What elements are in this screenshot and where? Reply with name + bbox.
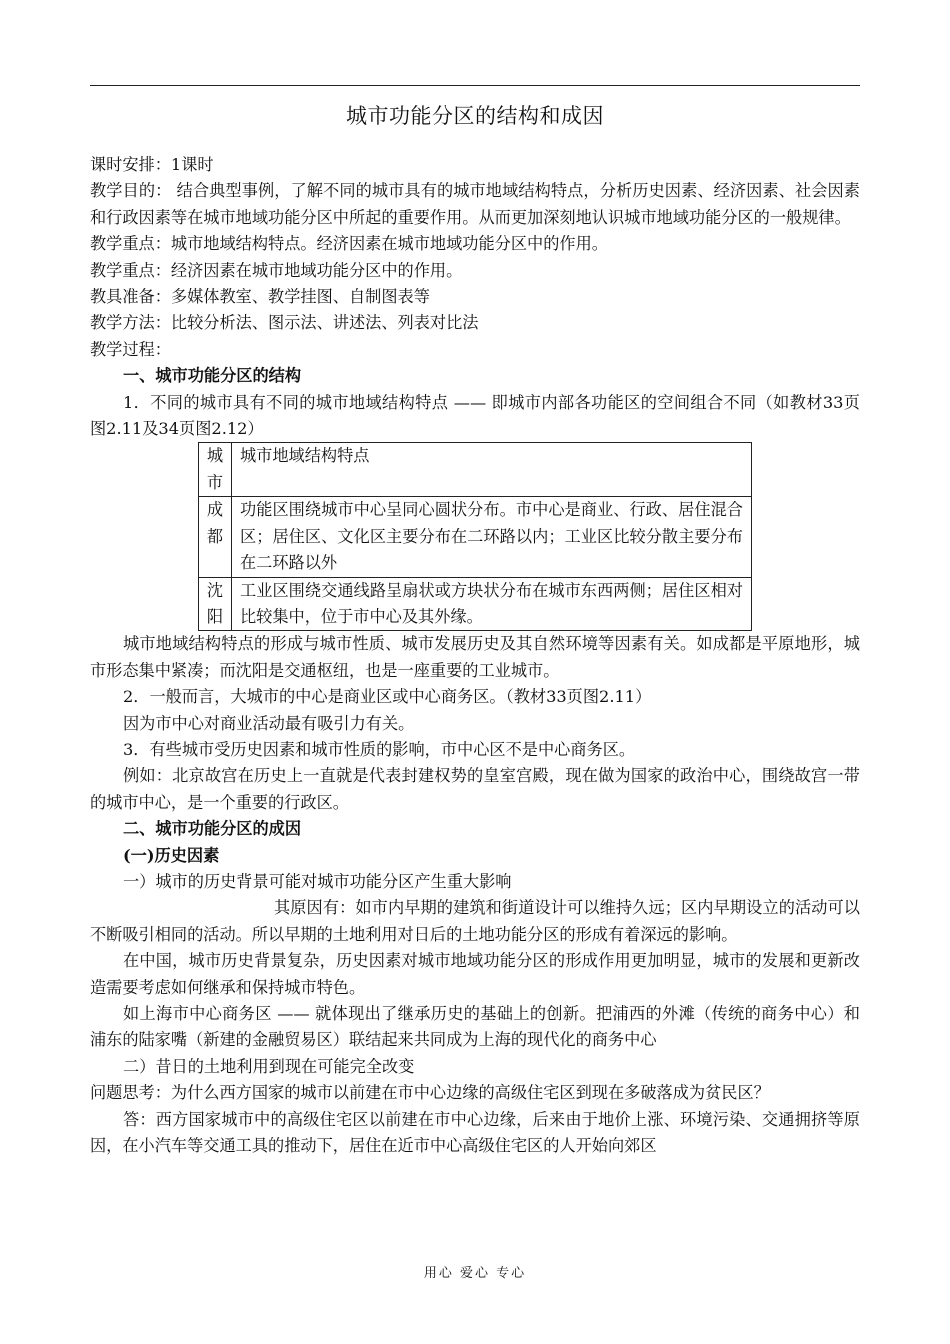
teaching-key-2: 教学重点：经济因素在城市地域功能分区中的作用。	[90, 260, 463, 280]
page-title: 城市功能分区的结构和成因	[346, 104, 604, 128]
history-reason: 其原因有：如市内早期的建筑和街道设计可以维持久远；区内早期设立的活动可以不断吸引相同的活动。所以早期的土地利用对日后的土地功能分区的形成有着深远的影响。	[90, 898, 860, 944]
shanghai-paragraph: 如上海市中心商务区 —— 就体现出了继承历史的基础上的创新。把浦西的外滩（传统的商务中心）和浦东的陆家嘴（新建的金融贸易区）联结起来共同成为上海的现代化的商务中心	[90, 1004, 860, 1050]
teaching-key-1: 教学重点：城市地域结构特点。经济因素在城市地域功能分区中的作用。	[90, 234, 608, 254]
teaching-process: 教学过程：	[90, 339, 171, 359]
point-2-reason: 因为市中心对商业活动最有吸引力有关。	[123, 713, 415, 733]
table-header-city: 城市	[199, 443, 232, 497]
table-header-feature: 城市地域结构特点	[232, 443, 752, 497]
teaching-aim: 教学目的： 结合典型事例，了解不同的城市具有的城市地域结构特点，分析历史因素、经济因素、社会因素和行政因素等在城市地域功能分区中所起的重要作用。从而更加深刻地认识城市地域功能分区的一般规律。	[90, 181, 860, 227]
subsection-heading-history: (一)历史因素	[123, 845, 220, 865]
section-heading-2: 二、城市功能分区的成因	[123, 819, 302, 839]
table-cell-feature: 功能区围绕城市中心呈同心圆状分布。市中心是商业、行政、居住混合区；居住区、文化区主要分布在二环路以内；工业区比较分散主要分布在二环路以外	[232, 497, 752, 577]
question-paragraph: 问题思考：为什么西方国家的城市以前建在市中心边缘的高级住宅区到现在多破落成为贫民区？	[90, 1083, 770, 1103]
teaching-tools: 教具准备：多媒体教室、教学挂图、自制图表等	[90, 287, 430, 307]
table-cell-city: 成都	[199, 497, 232, 577]
table-row	[199, 443, 752, 497]
page-footer: 用心 爱心 专心	[423, 1266, 527, 1281]
city-structure-table	[198, 442, 752, 631]
table-cell-feature: 工业区围绕交通线路呈扇状或方块状分布在城市东西两侧；居住区相对比较集中，位于市中心及其外缘。	[232, 577, 752, 631]
point-2: 2．一般而言，大城市的中心是商业区或中心商务区。（教材33页图2.11）	[123, 687, 652, 707]
history-point-1: 一）城市的历史背景可能对城市功能分区产生重大影响	[123, 871, 512, 891]
document-body	[90, 152, 860, 1159]
point-3: 3．有些城市受历史因素和城市性质的影响，市中心区不是中心商务区。	[123, 739, 636, 759]
answer-paragraph: 答：西方国家城市中的高级住宅区以前建在市中心边缘，后来由于地价上涨、环境污染、交通拥挤等原因，在小汽车等交通工具的推动下，居住在近市中心高级住宅区的人开始向郊区	[90, 1109, 860, 1156]
teaching-method: 教学方法：比较分析法、图示法、讲述法、列表对比法	[90, 313, 479, 333]
china-paragraph: 在中国，城市历史背景复杂，历史因素对城市地域功能分区的形成作用更加明显，城市的发展和更新改造需要考虑如何继承和保持城市特色。	[90, 951, 860, 997]
table-cell-city: 沈阳	[199, 577, 232, 631]
point-3-example: 例如：北京故宫在历史上一直就是代表封建权势的皇室宫殿，现在做为国家的政治中心，围绕故宫一带的城市中心，是一个重要的行政区。	[90, 766, 860, 812]
schedule-line: 课时安排：1课时	[90, 155, 214, 174]
point-1: 1．不同的城市具有不同的城市地域结构特点 —— 即城市内部各功能区的空间组合不同（如教材33页图2.11及34页图2.12）	[90, 392, 860, 439]
after-table-paragraph: 城市地域结构特点的形成与城市性质、城市发展历史及其自然环境等因素有关。如成都是平原地形，城市形态集中紧凑；而沈阳是交通枢纽，也是一座重要的工业城市。	[90, 634, 860, 680]
table-row	[199, 577, 752, 631]
table-row	[199, 497, 752, 577]
header-rule	[90, 85, 860, 86]
history-point-2: 二）昔日的土地利用到现在可能完全改变	[123, 1056, 415, 1076]
section-heading-1: 一、城市功能分区的结构	[123, 366, 302, 386]
